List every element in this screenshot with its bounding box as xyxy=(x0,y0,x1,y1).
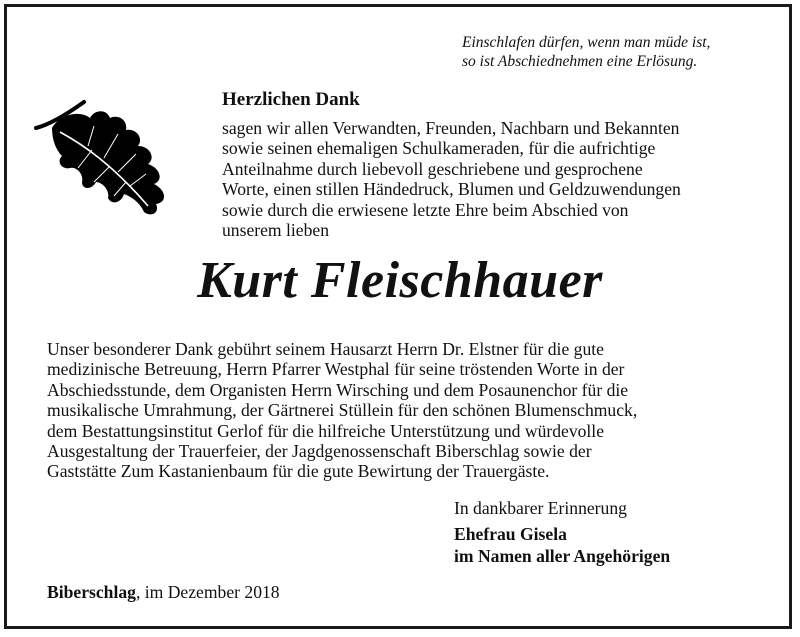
place-date xyxy=(47,582,280,603)
special-thanks-line: musikalische Umrahmung, der Gärtnerei Stüllein für den schönen Blumenschmuck, xyxy=(47,400,638,421)
deceased-name: Kurt Fleischhauer xyxy=(197,252,603,309)
signature-family: im Namen aller Angehörigen xyxy=(454,546,671,566)
place-name: Biberschlag xyxy=(47,582,136,602)
signature-wife: Ehefrau Gisela xyxy=(454,524,567,544)
thanks-body xyxy=(222,118,762,240)
special-thanks-line: Gaststätte Zum Kastanienbaum für die gute Bewirtung der Trauergäste. xyxy=(47,461,550,482)
motto-line: Einschlafen dürfen, wenn man müde ist, xyxy=(462,34,711,51)
thanks-heading: Herzlichen Dank xyxy=(222,89,360,110)
date-text: , im Dezember 2018 xyxy=(135,582,280,602)
thanks-line: Anteilnahme durch liebevoll geschriebene und gesprochene xyxy=(222,158,643,179)
thanks-line: sowie durch die erwiesene letzte Ehre beim Abschied von xyxy=(222,199,629,220)
motto-line: so ist Abschiednehmen eine Erlösung. xyxy=(462,53,698,70)
motto-quote xyxy=(462,33,710,71)
thanks-line: sowie seinen ehemaligen Schulkameraden, für die aufrichtige xyxy=(222,138,656,159)
special-thanks-line: dem Bestattungsinstitut Gerlof für die hilfreiche Unterstützung und würdevolle xyxy=(47,420,605,441)
special-thanks-line: Abschiedsstunde, dem Organisten Herrn Wirsching und dem Posaunenchor für die xyxy=(47,379,629,400)
thanks-line: sagen wir allen Verwandten, Freunden, Nachbarn und Bekannten xyxy=(222,118,680,138)
thanks-line: Worte, einen stillen Händedruck, Blumen und Geldzuwendungen xyxy=(222,179,681,200)
oak-leaf-icon xyxy=(32,98,197,218)
special-thanks-line: medizinische Betreuung, Herrn Pfarrer Westphal für seine tröstenden Worte in der xyxy=(47,359,625,380)
special-thanks-line: Ausgestaltung der Trauerfeier, der Jagdgenossenschaft Biberschlag sowie der xyxy=(47,441,592,462)
special-thanks xyxy=(47,339,767,482)
memory-phrase: In dankbarer Erinnerung xyxy=(454,498,627,518)
thanks-line: unserem lieben xyxy=(222,220,329,241)
special-thanks-line: Unser besonderer Dank gebührt seinem Hausarzt Herrn Dr. Elstner für die gute xyxy=(47,339,604,359)
